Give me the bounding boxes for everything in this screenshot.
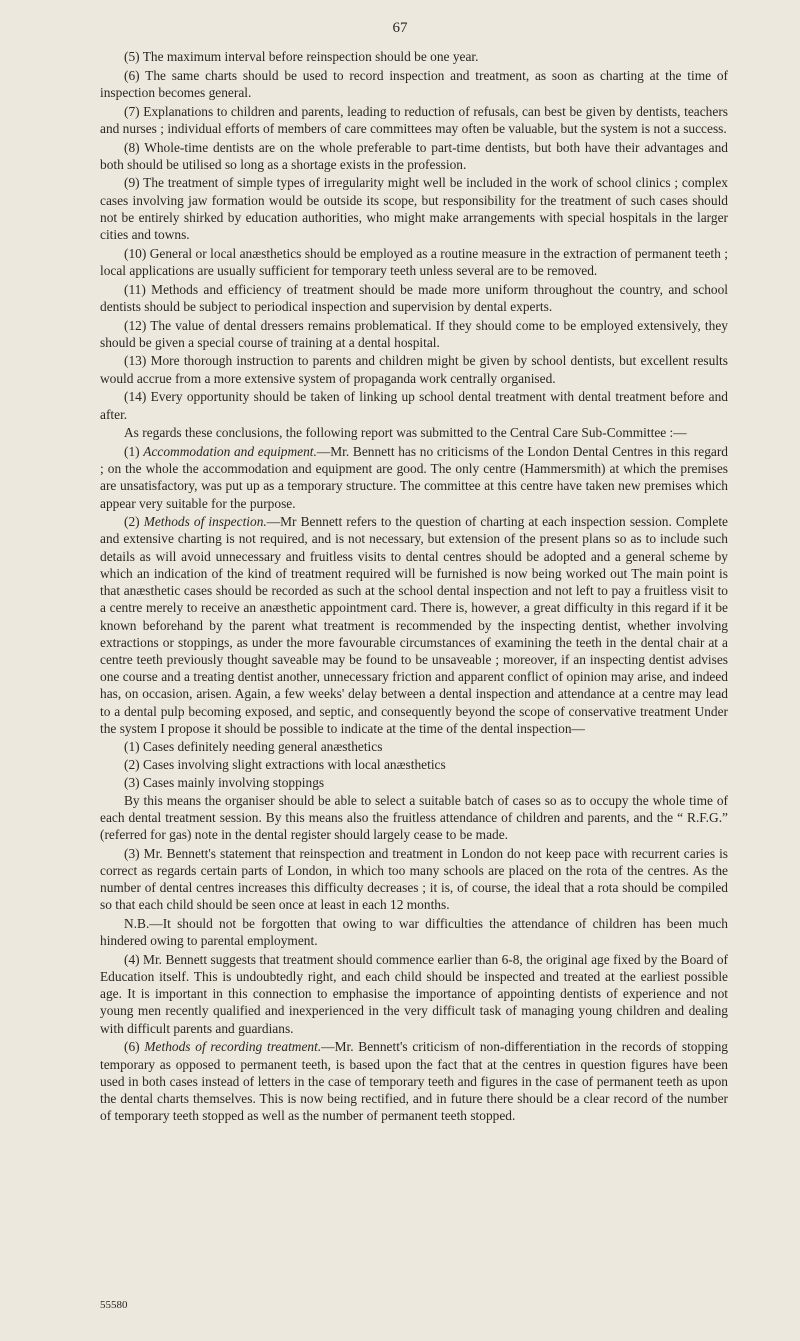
paragraph-text: As regards these conclusions, the following report was submitted to the Central Care Sub-Committee :— bbox=[124, 425, 687, 441]
paragraph-text: (2) Cases involving slight extractions with local anæsthetics bbox=[124, 757, 446, 773]
paragraph bbox=[100, 245, 728, 279]
paragraph-text: By this means the organiser should be able to select a suitable batch of cases so as to occupy the whole time of each dental treatment session. By this means also the fruitless attendance of children and parents, and the “ R.F.G.” (referred for gas) note in the dental register should largely cease to be made. bbox=[100, 792, 728, 842]
paragraph-number: (6) bbox=[124, 1039, 145, 1055]
paragraph bbox=[100, 103, 728, 137]
paragraph-text: (4) Mr. Bennett suggests that treatment should commence earlier than 6-8, the original age fixed by the Board of Education itself. This is undoubtedly right, and each child should be inspected and treated at the earliest possible age. It is important in this connection to emphasise the importance of appointing dentists of experience and not young men recently qualified and inexperienced in the very difficult task of managing young children and dealing with difficult parents and guardians. bbox=[100, 951, 728, 1036]
paragraph-text: (5) The maximum interval before reinspection should be one year. bbox=[124, 49, 479, 64]
paragraph bbox=[100, 513, 728, 737]
paragraph bbox=[100, 139, 728, 173]
paragraph bbox=[100, 792, 728, 844]
list-item bbox=[100, 774, 728, 791]
paragraph bbox=[100, 67, 728, 101]
paragraph-heading: Methods of inspection. bbox=[143, 514, 267, 530]
paragraph bbox=[100, 424, 728, 441]
paragraph-text: (3) Mr. Bennett's statement that reinspection and treatment in London do not keep pace with recurrent caries is correct as regards certain parts of London, in which too many schools are placed on the rota of the centres. As the number of dental centres increases this difficulty decreases ; it is, of course, the ideal that a rota should be compiled so that each child should be seen once at least in each 12 months. bbox=[100, 845, 728, 913]
footer-code: 55580 bbox=[100, 1299, 128, 1311]
paragraph-heading: Methods of recording treatment. bbox=[144, 1039, 322, 1055]
paragraph-text: —Mr. Bennett's criticism of non-differentiation in the records of stopping temporary as opposed to permanent teeth, is based upon the fact that at the centres in question figures have been used in both cases instead of letters in the case of temporary teeth and figures in the case of permanent teeth as upon the dental charts themselves. This is now being rectified, and in future there should be a clear record of the number of temporary teeth stopped as well as the number of permanent teeth stopped. bbox=[100, 1039, 728, 1124]
paragraph bbox=[100, 352, 728, 386]
paragraph bbox=[100, 915, 728, 949]
paragraph-text: (8) Whole-time dentists are on the whole preferable to part-time dentists, but both have their advantages and both should be utilised so long as a shortage exists in the profession. bbox=[100, 139, 728, 172]
paragraph-text: —Mr. Bennett has no criticisms of the London Dental Centres in this regard ; on the whole the accommodation and equipment are good. The only centre (Hammersmith) at which the premises are unsatisfactory, was put up as a temporary structure. The committee at this centre have taken new premises which appear very suitable for the purpose. bbox=[100, 443, 728, 511]
paragraph bbox=[100, 845, 728, 914]
body-text bbox=[100, 48, 728, 1126]
paragraph bbox=[100, 1038, 728, 1124]
paragraph bbox=[100, 317, 728, 351]
paragraph-heading: Accommodation and equipment. bbox=[143, 443, 317, 459]
paragraph-number: (2) bbox=[124, 514, 144, 530]
paragraph-text: (6) The same charts should be used to record inspection and treatment, as soon as charting at the time of inspection becomes general. bbox=[100, 67, 728, 100]
paragraph bbox=[100, 48, 728, 65]
paragraph-text: N.B.—It should not be forgotten that owing to war difficulties the attendance of children has been much hindered owing to parental employment. bbox=[100, 915, 728, 949]
paragraph-text: (1) Cases definitely needing general anæsthetics bbox=[124, 739, 383, 755]
paragraph bbox=[100, 388, 728, 422]
page-number: 67 bbox=[392, 20, 408, 36]
paragraph bbox=[100, 443, 728, 512]
paragraph-text: (11) Methods and efficiency of treatment should be made more uniform throughout the country, and school dentists should be subject to periodical inspection and supervision by dental experts. bbox=[100, 281, 728, 314]
paragraph-text: (7) Explanations to children and parents, leading to reduction of refusals, can best be given by dentists, teachers and nurses ; individual efforts of members of care committees may often be valuable, but the system is not a success. bbox=[100, 103, 728, 136]
list-item bbox=[100, 738, 728, 755]
paragraph-text: —Mr Bennett refers to the question of charting at each inspection session. Complete and extensive charting is not required, and is not necessary, but extension of the present plans so as to include such details as will avoid unnecessary and fruitless visits to dental centres should be adopted and a general scheme by which an indication of the kind of treatment required will be furnished is now being worked out The main point is that anæsthetic cases should be recorded as such at the school dental inspection and not left to pay a fruitless visit to a centre merely to receive an anæsthetic appointment card. There is, however, a great difficulty in this regard if it be known beforehand by the parent what treatment is recommended by the inspecting dentist, whether involving extractions or stoppings, as under the more favourable circumstances of examining the teeth in the dental chair at a centre teeth previously thought saveable may be found to be unsaveable ; moreover, if an inspecting dentist advises one course and a treating dentist another, unnecessary friction and apparent conflict of opinion may arise, and indeed has, on occasion, arisen. Again, a few weeks' delay between a dental inspection and attendance at a centre may lead to a dental pulp becoming exposed, and septic, and consequently beyond the scope of conservative treatment Under the system I propose it should be possible to indicate at the time of the dental inspection— bbox=[100, 514, 728, 736]
paragraph bbox=[100, 951, 728, 1037]
paragraph-number: (1) bbox=[124, 443, 144, 459]
paragraph-text: (3) Cases mainly involving stoppings bbox=[124, 774, 325, 790]
paragraph-text: (14) Every opportunity should be taken of linking up school dental treatment with dental treatment before and after. bbox=[100, 389, 728, 422]
paragraph bbox=[100, 174, 728, 243]
paragraph-text: (9) The treatment of simple types of irregularity might well be included in the work of school clinics ; complex cases involving jaw formation would be outside its scope, but responsibility for the treatment of such cases should not be entirely shirked by education authorities, who might make arrangements with special hospitals in the larger cities and towns. bbox=[100, 175, 728, 243]
paragraph-text: (10) General or local anæsthetics should be employed as a routine measure in the extraction of permanent teeth ; local applications are usually sufficient for temporary teeth unless several are to be removed. bbox=[100, 245, 728, 278]
paragraph bbox=[100, 281, 728, 315]
list-item bbox=[100, 756, 728, 773]
paragraph-text: (13) More thorough instruction to parents and children might be given by school dentists, but excellent results would accrue from a more extensive system of propaganda work centrally organised. bbox=[100, 353, 728, 386]
paragraph-text: (12) The value of dental dressers remains problematical. If they should come to be employed extensively, they should be given a special course of training at a dental hospital. bbox=[100, 317, 728, 350]
